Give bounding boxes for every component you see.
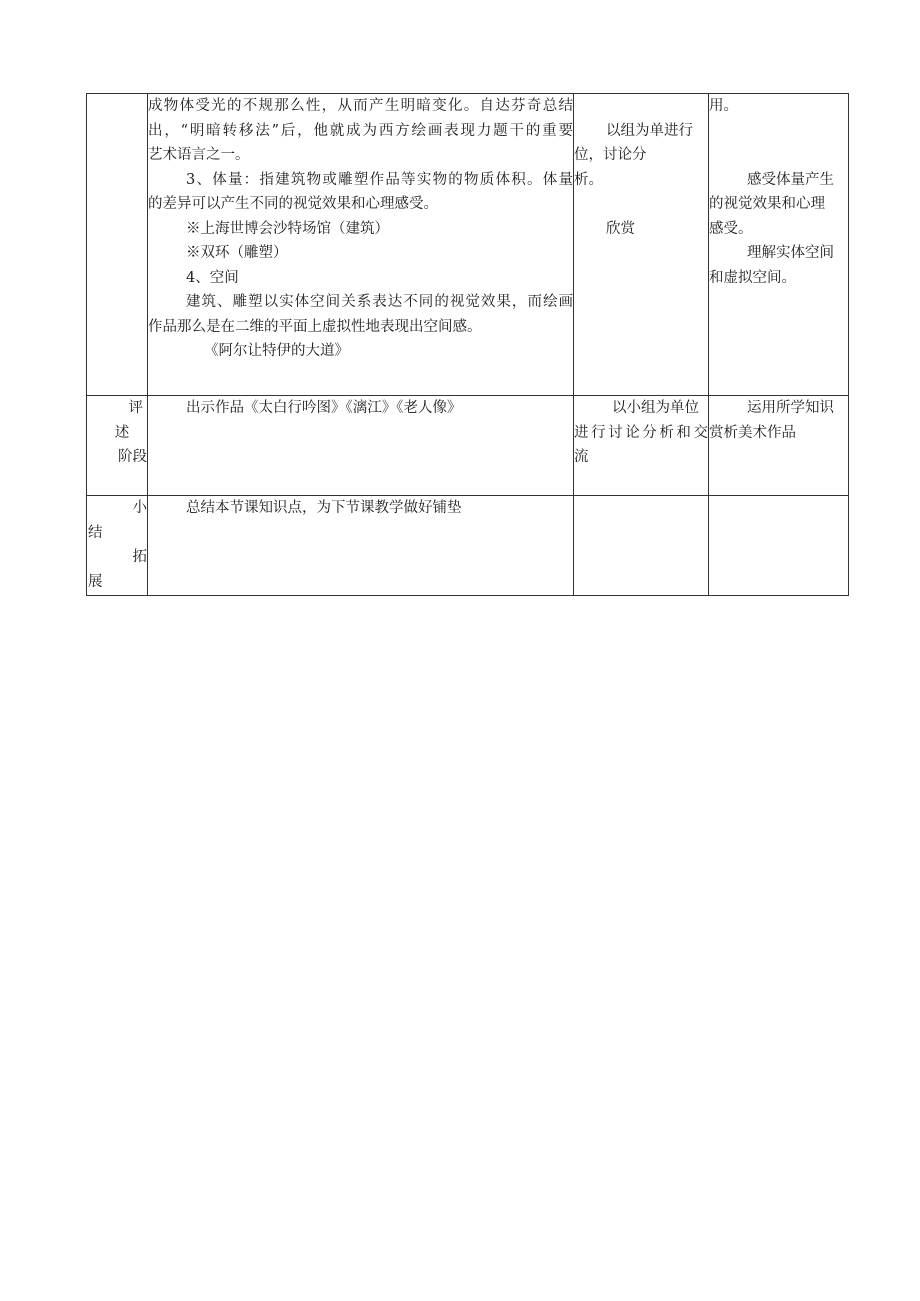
teaching-content-cell bbox=[148, 396, 574, 496]
activity-line: 位，讨论分 bbox=[574, 147, 647, 163]
content-line: 4、空间 bbox=[186, 269, 239, 286]
stage-label: 拓 bbox=[132, 549, 147, 565]
teaching-content-cell bbox=[148, 94, 574, 396]
student-activity-cell bbox=[574, 496, 709, 596]
activity-line: 进行讨论分析和交 bbox=[574, 424, 708, 441]
stage-cell bbox=[87, 496, 148, 596]
intent-line: 感受。 bbox=[709, 220, 753, 237]
stage-label: 阶段 bbox=[118, 449, 147, 465]
stage-label: 述 bbox=[114, 424, 130, 441]
activity-line: 欣赏 bbox=[606, 220, 635, 237]
spacer bbox=[574, 192, 708, 217]
activity-line: 流 bbox=[574, 449, 589, 465]
content-line: ※上海世博会沙特场馆（建筑） bbox=[186, 220, 389, 237]
content-line: 出，“明暗转移法”后，他就成为西方绘画表现力题干的重要 bbox=[148, 122, 573, 139]
activity-line: 析。 bbox=[574, 171, 603, 188]
content-line: 成物体受光的不规那么性，从而产生明暗变化。自达芬奇总结 bbox=[148, 98, 573, 114]
content-line: 建筑、雕塑以实体空间关系表达不同的视觉效果，而绘画 bbox=[186, 294, 573, 310]
stage-cell bbox=[87, 396, 148, 496]
stage-label: 小 bbox=[132, 500, 147, 516]
stage-label: 评 bbox=[128, 400, 143, 416]
content-line: 总结本节课知识点，为下节课教学做好铺垫 bbox=[186, 500, 462, 516]
stage-label: 结 bbox=[88, 524, 103, 541]
student-activity-cell bbox=[574, 396, 709, 496]
design-intent-cell bbox=[709, 396, 849, 496]
content-line: 《阿尔让特伊的大道》 bbox=[204, 343, 349, 359]
table-row bbox=[87, 496, 849, 596]
spacer bbox=[574, 94, 708, 119]
intent-line: 用。 bbox=[709, 98, 738, 114]
lesson-plan-table bbox=[86, 93, 849, 596]
intent-line: 理解实体空间 bbox=[747, 245, 834, 261]
intent-line: 感受体量产生 bbox=[747, 171, 834, 188]
activity-line: 以组为单进行 bbox=[606, 122, 693, 139]
content-line: 作品那么是在二维的平面上虚拟性地表现出空间感。 bbox=[148, 318, 482, 335]
table-row bbox=[87, 94, 849, 396]
student-activity-cell bbox=[574, 94, 709, 396]
table-row bbox=[87, 396, 849, 496]
teaching-content-cell bbox=[148, 496, 574, 596]
design-intent-cell bbox=[709, 496, 849, 596]
activity-line: 以小组为单位 bbox=[612, 400, 699, 416]
spacer bbox=[709, 119, 848, 144]
stage-label: 展 bbox=[88, 573, 103, 590]
intent-line: 和虚拟空间。 bbox=[709, 269, 796, 286]
design-intent-cell bbox=[709, 94, 849, 396]
content-line: ※双环（雕塑） bbox=[186, 245, 288, 261]
stage-cell bbox=[87, 94, 148, 396]
content-line: 的差异可以产生不同的视觉效果和心理感受。 bbox=[148, 196, 438, 212]
spacer bbox=[709, 143, 848, 168]
intent-line: 的视觉效果和心理 bbox=[709, 196, 825, 212]
content-line: 出示作品《太白行吟图》《漓江》《老人像》 bbox=[186, 400, 462, 416]
content-line: 艺术语言之一。 bbox=[148, 147, 250, 163]
content-line: 3、体量：指建筑物或雕塑作品等实物的物质体积。体量 bbox=[186, 171, 573, 188]
intent-line: 赏析美术作品 bbox=[709, 424, 796, 441]
intent-line: 运用所学知识 bbox=[747, 400, 834, 416]
